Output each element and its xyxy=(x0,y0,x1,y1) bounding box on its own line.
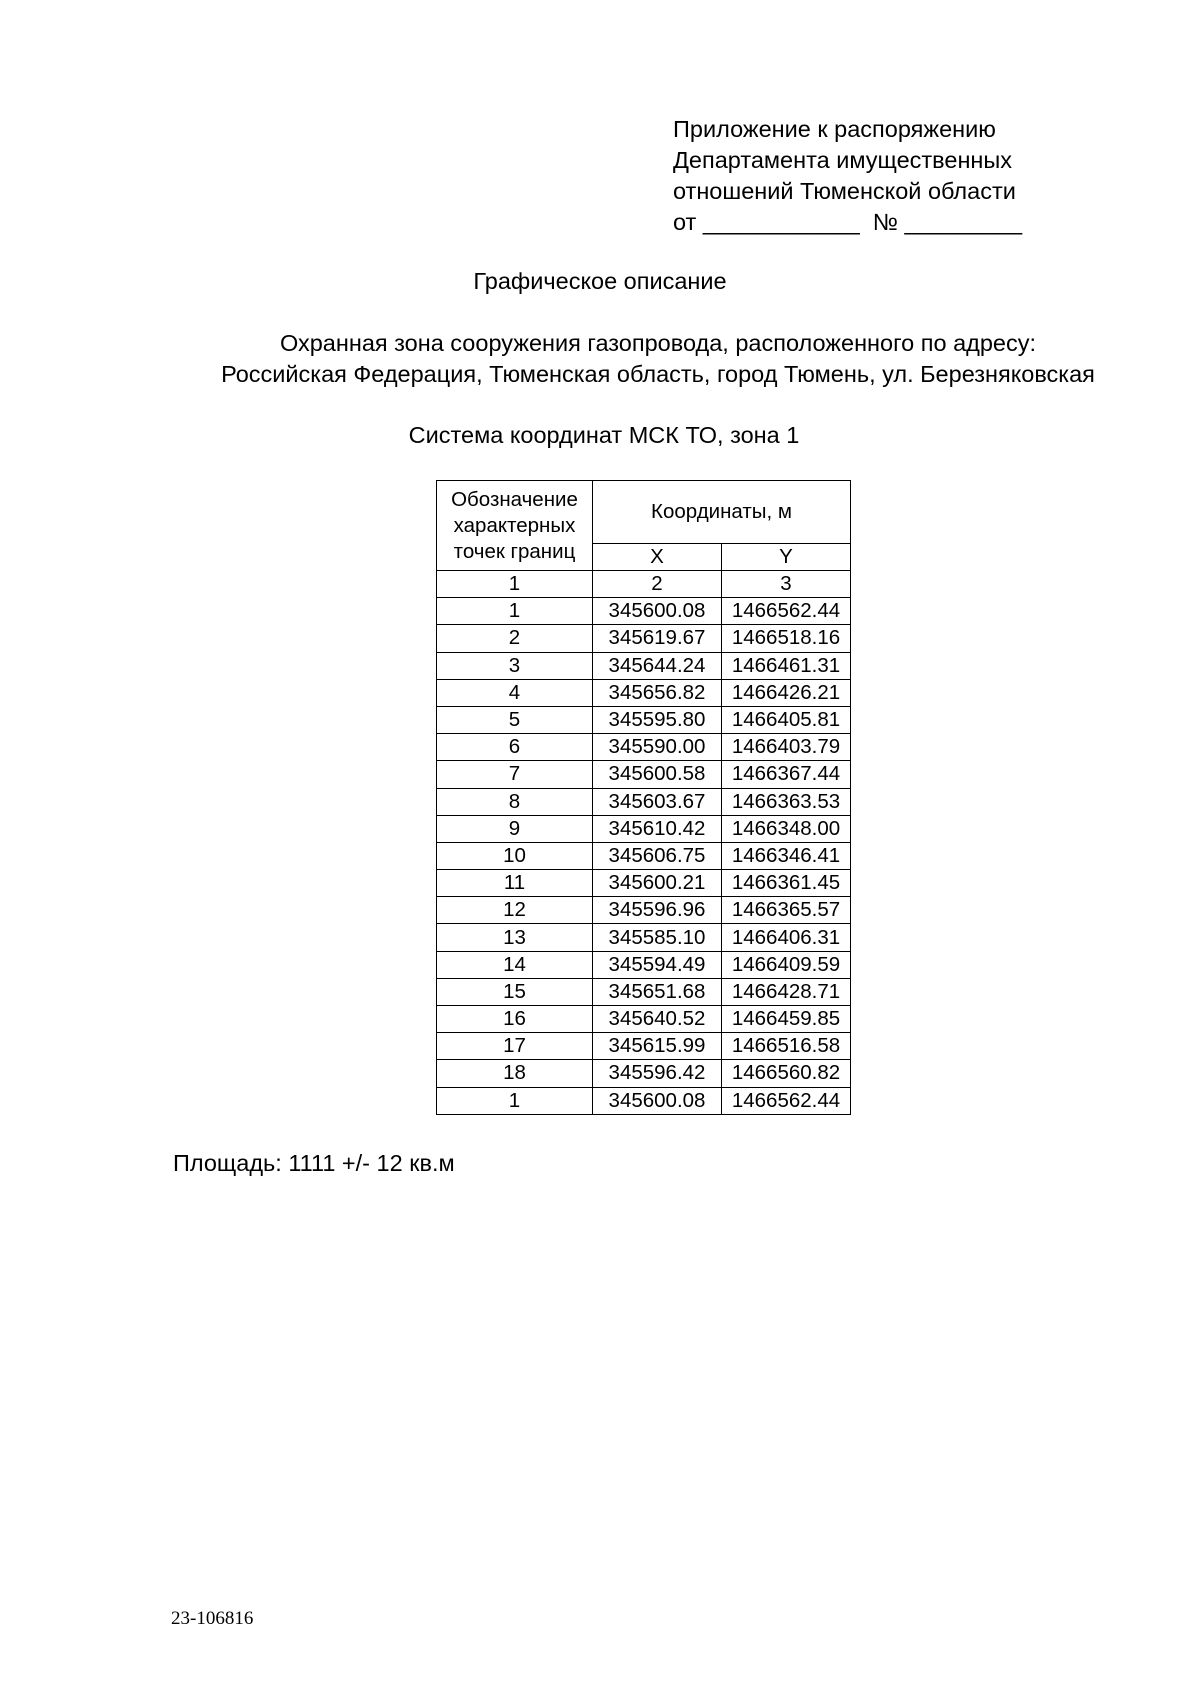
coordinate-y: 1466459.85 xyxy=(722,1006,851,1033)
point-number: 12 xyxy=(437,897,593,924)
coordinate-y: 1466562.44 xyxy=(722,598,851,625)
coordinate-x: 345600.08 xyxy=(593,1087,722,1114)
point-number: 14 xyxy=(437,951,593,978)
point-number: 15 xyxy=(437,978,593,1005)
coordinate-x: 345656.82 xyxy=(593,679,722,706)
description-line-2: Российская Федерация, Тюменская область, город Тюмень, ул. Березняковская xyxy=(221,361,1095,387)
coordinate-x: 345651.68 xyxy=(593,978,722,1005)
coordinate-y: 1466461.31 xyxy=(722,652,851,679)
table-row xyxy=(437,761,851,788)
coordinate-x: 345600.08 xyxy=(593,598,722,625)
description-line-1: Охранная зона сооружения газопровода, расположенного по адресу: xyxy=(279,330,1037,356)
header-points: Обозначение характерных точек границ xyxy=(437,481,593,571)
point-number: 17 xyxy=(437,1033,593,1060)
point-number: 5 xyxy=(437,706,593,733)
point-number: 1 xyxy=(437,1087,593,1114)
column-number: 2 xyxy=(593,571,722,598)
appendix-block xyxy=(673,114,1022,238)
coordinate-x: 345600.58 xyxy=(593,761,722,788)
coordinate-y: 1466346.41 xyxy=(722,842,851,869)
coordinate-y: 1466363.53 xyxy=(722,788,851,815)
coordinate-y: 1466518.16 xyxy=(722,625,851,652)
coordinate-y: 1466361.45 xyxy=(722,870,851,897)
coordinate-x: 345644.24 xyxy=(593,652,722,679)
point-number: 4 xyxy=(437,679,593,706)
coordinate-y: 1466426.21 xyxy=(722,679,851,706)
appendix-line-2: Департамента имущественных xyxy=(673,147,1013,173)
area-text: Площадь: 1111 +/- 12 кв.м xyxy=(173,1150,455,1176)
table-row xyxy=(437,788,851,815)
table-row xyxy=(437,734,851,761)
table-row xyxy=(437,978,851,1005)
point-number: 2 xyxy=(437,625,593,652)
coordinate-y: 1466516.58 xyxy=(722,1033,851,1060)
coordinate-y: 1466348.00 xyxy=(722,815,851,842)
table-row xyxy=(437,842,851,869)
table-row xyxy=(437,897,851,924)
point-number: 11 xyxy=(437,870,593,897)
coordinate-y: 1466403.79 xyxy=(722,734,851,761)
table-row xyxy=(437,706,851,733)
coordinate-x: 345585.10 xyxy=(593,924,722,951)
table-row xyxy=(437,870,851,897)
coordinate-x: 345590.00 xyxy=(593,734,722,761)
coordinate-x: 345594.49 xyxy=(593,951,722,978)
point-number: 13 xyxy=(437,924,593,951)
appendix-line-4: от ____________ № _________ xyxy=(673,209,1023,235)
header-coordinates: Координаты, м xyxy=(593,481,851,544)
coordinates-table xyxy=(436,480,851,1115)
point-number: 8 xyxy=(437,788,593,815)
coordinate-x: 345596.42 xyxy=(593,1060,722,1087)
table-row xyxy=(437,625,851,652)
point-number: 6 xyxy=(437,734,593,761)
coordinate-y: 1466365.57 xyxy=(722,897,851,924)
coordinate-y: 1466428.71 xyxy=(722,978,851,1005)
table-row xyxy=(437,598,851,625)
point-number: 16 xyxy=(437,1006,593,1033)
coordinate-x: 345615.99 xyxy=(593,1033,722,1060)
point-number: 1 xyxy=(437,598,593,625)
document-number: 23-106816 xyxy=(171,1608,254,1629)
coordinate-x: 345595.80 xyxy=(593,706,722,733)
coordinate-x: 345610.42 xyxy=(593,815,722,842)
column-number-row xyxy=(437,571,851,598)
column-number: 1 xyxy=(437,571,593,598)
coordinate-x: 345600.21 xyxy=(593,870,722,897)
point-number: 10 xyxy=(437,842,593,869)
table-row xyxy=(437,924,851,951)
coordinate-y: 1466409.59 xyxy=(722,951,851,978)
appendix-line-1: Приложение к распоряжению xyxy=(673,116,996,142)
table-row xyxy=(437,652,851,679)
table-row xyxy=(437,1087,851,1114)
table-row xyxy=(437,1060,851,1087)
point-number: 9 xyxy=(437,815,593,842)
column-number: 3 xyxy=(722,571,851,598)
header-y: Y xyxy=(722,544,851,571)
coordinate-x: 345603.67 xyxy=(593,788,722,815)
coordinate-y: 1466562.44 xyxy=(722,1087,851,1114)
point-number: 18 xyxy=(437,1060,593,1087)
coordinate-system: Система координат МСК ТО, зона 1 xyxy=(408,422,800,448)
coordinate-y: 1466367.44 xyxy=(722,761,851,788)
table-row xyxy=(437,679,851,706)
table-header-row xyxy=(437,481,851,544)
table-row xyxy=(437,1033,851,1060)
document-title: Графическое описание xyxy=(473,268,727,294)
table-row xyxy=(437,815,851,842)
coordinate-x: 345640.52 xyxy=(593,1006,722,1033)
point-number: 3 xyxy=(437,652,593,679)
coordinate-x: 345619.67 xyxy=(593,625,722,652)
table-row xyxy=(437,951,851,978)
coordinate-y: 1466560.82 xyxy=(722,1060,851,1087)
coordinate-y: 1466406.31 xyxy=(722,924,851,951)
table-row xyxy=(437,1006,851,1033)
header-x: X xyxy=(593,544,722,571)
coordinate-x: 345606.75 xyxy=(593,842,722,869)
point-number: 7 xyxy=(437,761,593,788)
coordinate-y: 1466405.81 xyxy=(722,706,851,733)
appendix-line-3: отношений Тюменской области xyxy=(673,178,1016,204)
coordinate-x: 345596.96 xyxy=(593,897,722,924)
